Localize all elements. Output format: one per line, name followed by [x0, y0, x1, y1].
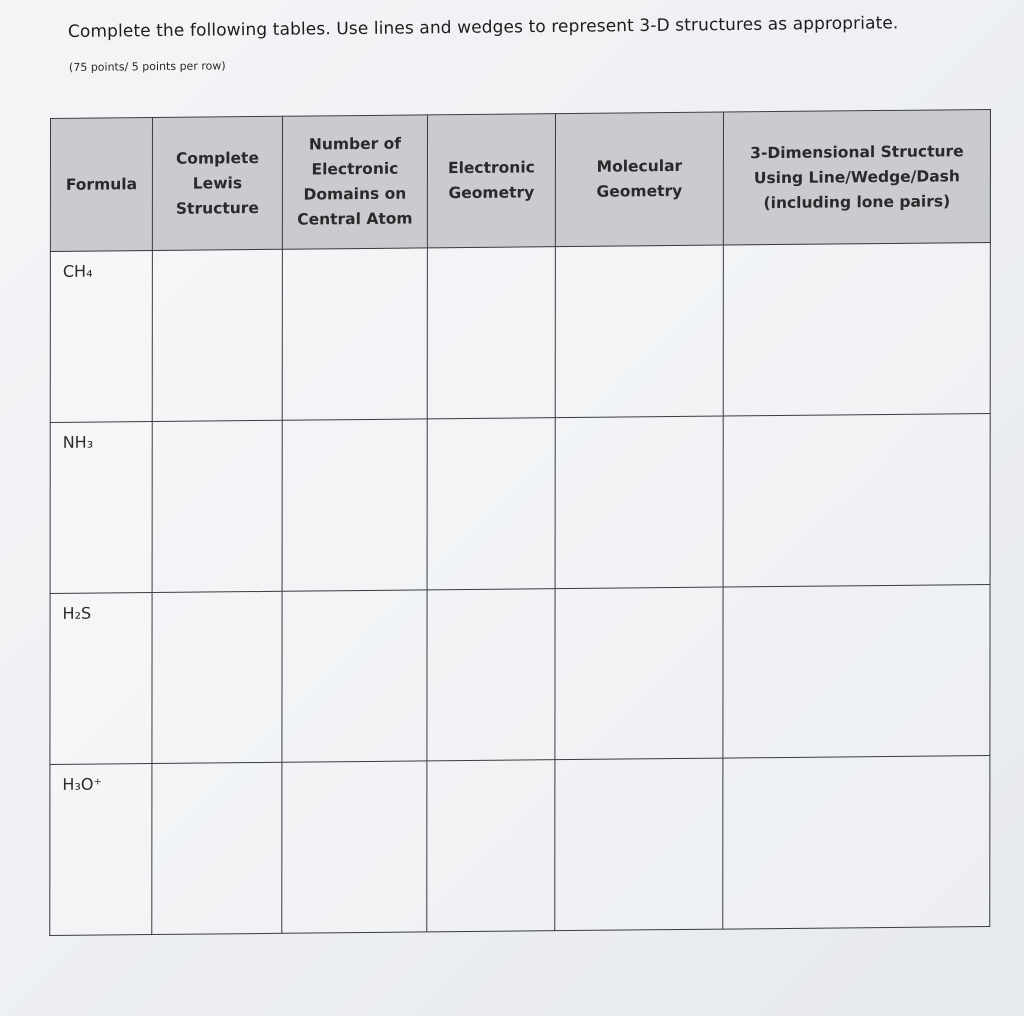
formula-cell: CH₄ — [50, 251, 152, 423]
column-header-lewis-structure: Complete Lewis Structure — [152, 116, 282, 250]
lewis-structure-cell[interactable] — [152, 420, 282, 592]
formula-cell: H₃O⁺ — [50, 764, 152, 936]
column-header-3d-structure: 3-Dimensional Structure Using Line/Wedge/Dash (including lone pairs) — [723, 109, 990, 245]
molecular-geometry-cell[interactable] — [555, 245, 723, 418]
table-header-row — [50, 109, 990, 251]
lewis-structure-cell[interactable] — [152, 591, 282, 763]
column-header-electronic-domains: Number of Electronic Domains on Central Atom — [282, 115, 427, 249]
3d-structure-cell[interactable] — [723, 584, 990, 758]
electronic-domains-cell[interactable] — [282, 419, 427, 591]
instructions-title: Complete the following tables. Use lines and wedges to represent 3-D structures as appropriate. — [67, 13, 899, 42]
table-row — [50, 756, 990, 936]
electronic-domains-cell[interactable] — [282, 590, 427, 762]
table-row — [50, 584, 990, 764]
electronic-geometry-cell[interactable] — [427, 589, 555, 761]
column-header-formula: Formula — [50, 118, 152, 252]
electronic-domains-cell[interactable] — [282, 761, 427, 933]
lewis-structure-cell[interactable] — [152, 762, 282, 934]
formula-cell: NH₃ — [50, 422, 152, 594]
column-header-molecular-geometry: Molecular Geometry — [555, 112, 723, 247]
molecular-geometry-cell[interactable] — [555, 416, 723, 589]
lewis-structure-cell[interactable] — [152, 249, 282, 421]
molecular-geometry-cell[interactable] — [555, 587, 723, 760]
3d-structure-cell[interactable] — [723, 242, 990, 416]
points-note: (75 points/ 5 points per row) — [68, 59, 226, 74]
3d-structure-cell[interactable] — [723, 413, 990, 587]
electronic-geometry-cell[interactable] — [427, 418, 555, 590]
electronic-domains-cell[interactable] — [282, 248, 427, 420]
formula-cell: H₂S — [50, 593, 152, 765]
electronic-geometry-cell[interactable] — [427, 760, 555, 932]
3d-structure-cell[interactable] — [723, 756, 990, 930]
molecular-geometry-cell[interactable] — [555, 758, 723, 931]
electronic-geometry-cell[interactable] — [427, 247, 555, 419]
table-row — [50, 413, 990, 593]
table-row — [50, 242, 990, 422]
column-header-electronic-geometry: Electronic Geometry — [427, 114, 555, 248]
molecular-geometry-table — [49, 109, 990, 936]
